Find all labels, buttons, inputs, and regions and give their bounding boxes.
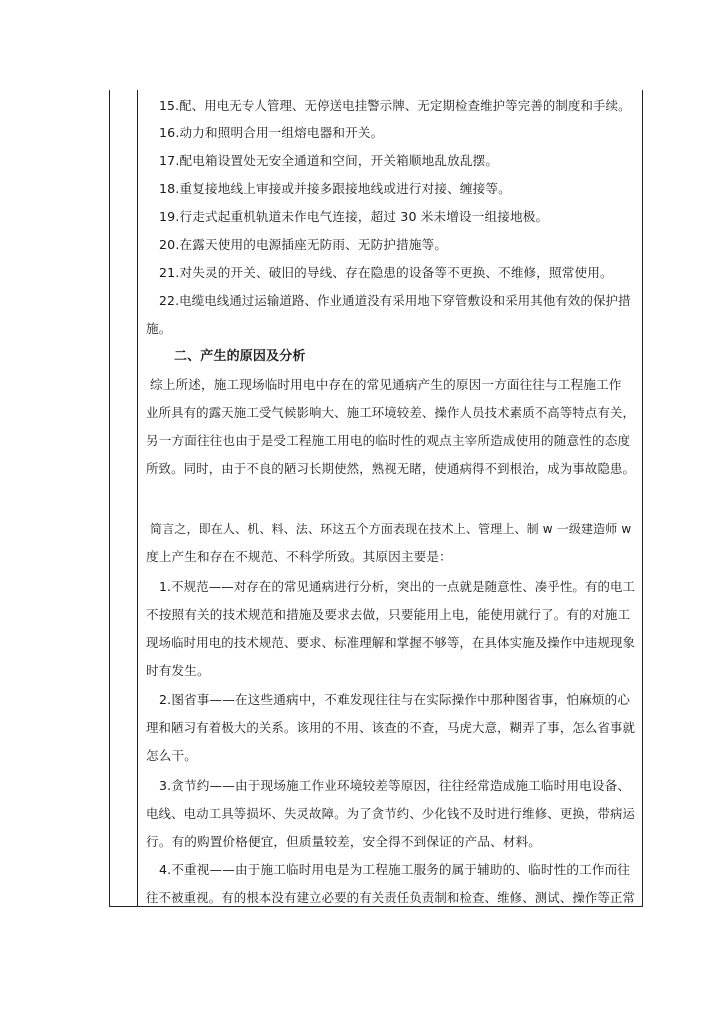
- table-column-divider: [137, 90, 138, 907]
- summary-line-1: 综上所述，施工现场临时用电中存在的常见通病产生的原因一方面往往与工程施工作: [150, 377, 622, 392]
- list-item-15: 15.配、用电无专人管理、无停送电挂警示牌、无定期检查维护等完善的制度和手续。: [159, 98, 631, 113]
- summary-line-3: 另一方面往往也由于是受工程施工用电的临时性的观点主宰所造成使用的随意性的态度: [146, 433, 631, 448]
- list-item-16: 16.动力和照明合用一组熔电器和开关。: [159, 125, 384, 140]
- list-item-22-continuation: 施。: [146, 321, 172, 336]
- cause-1-line-4: 时有发生。: [146, 663, 210, 678]
- cause-2-line-3: 怎么干。: [146, 748, 197, 763]
- cause-3-line-3: 行。有的购置价格便宜，但质量较差，安全得不到保证的产品、材料。: [146, 834, 542, 849]
- cause-1-line-1: 1.不规范——对存在的常见通病进行分析，突出的一点就是随意性、凑乎性。有的电工: [159, 579, 636, 594]
- section-heading: 二、产生的原因及分析: [174, 349, 306, 364]
- list-item-20: 20.在露天使用的电源插座无防雨、无防护措施等。: [159, 237, 448, 252]
- cause-4-line-2: 往不被重视。有的根本没有建立必要的有关责任负责制和检查、维修、测试、操作等正常: [146, 890, 636, 905]
- cause-2-line-1: 2.图省事——在这些通病中，不难发现往往与在实际操作中那种图省事，怕麻烦的心: [159, 692, 631, 707]
- summary-line-4: 所致。同时，由于不良的陋习长期使然，熟视无睹，使通病得不到根治，成为事故隐患。: [146, 461, 636, 476]
- list-item-17: 17.配电箱设置处无安全通道和空间，开关箱顺地乱放乱摆。: [159, 153, 499, 168]
- brief-line-1: 简言之，即在人、机、料、法、环这五个方面表现在技术上、管理上、制 w 一级建造师 w: [150, 522, 632, 536]
- cause-3-line-1: 3.贪节约——由于现场施工作业环境较差等原因，往往经常造成施工临时用电设备、: [159, 778, 631, 793]
- brief-line-2: 度上产生和存在不规范、不科学所致。其原因主要是：: [146, 549, 452, 564]
- cause-1-line-3: 现场临时用电的技术规范、要求、标准理解和掌握不够等，在具体实施及操作中违规现象: [146, 635, 636, 650]
- cause-1-line-2: 不按照有关的技术规范和措施及要求去做，只要能用上电，能使用就行了。有的对施工: [146, 607, 631, 622]
- cause-4-line-1: 4.不重视——由于施工临时用电是为工程施工服务的属于辅助的、临时性的工作而往: [159, 862, 631, 877]
- list-item-22: 22.电缆电线通过运输道路、作业通道没有采用地下穿管敷设和采用其他有效的保护措: [159, 293, 631, 308]
- list-item-18: 18.重复接地线上审接或并接多跟接地线或进行对接、缠接等。: [159, 181, 511, 196]
- summary-line-2: 业所具有的露天施工受气候影响大、施工环境较差、操作人员技术素质不高等特点有关，: [146, 405, 636, 420]
- list-item-21: 21.对失灵的开关、破旧的导线、存在隐患的设备等不更换、不维修，照常使用。: [159, 265, 613, 280]
- cause-2-line-2: 理和陋习有着极大的关系。该用的不用、该查的不查，马虎大意，糊弄了事，怎么省事就: [146, 720, 636, 735]
- cause-3-line-2: 电线、电动工具等损坏、失灵故障。为了贪节约、少化钱不及时进行维修、更换，带病运: [146, 806, 636, 821]
- list-item-19: 19.行走式起重机轨道未作电气连接，超过 30 米未增设一组接地极。: [159, 209, 549, 224]
